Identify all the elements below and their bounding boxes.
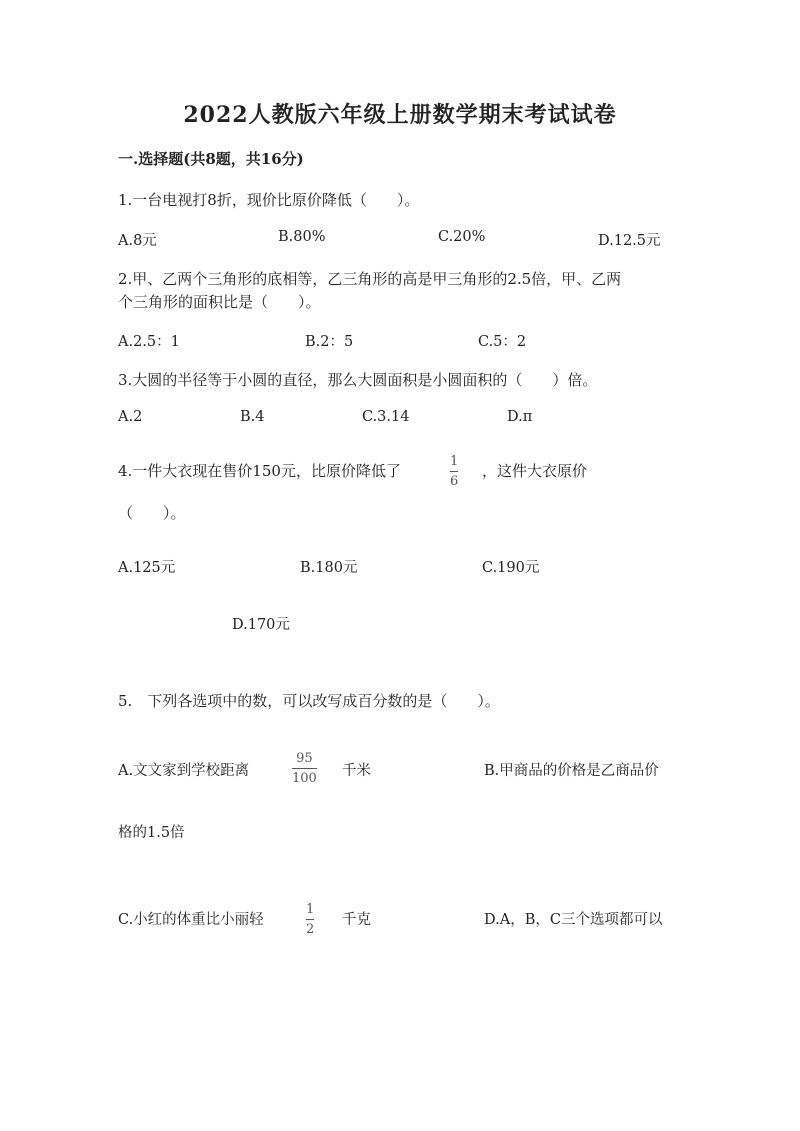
q5-option-c-text: C.小红的体重比小丽轻 (118, 912, 264, 928)
page-title: 2022人教版六年级上册数学期末考试试卷 (183, 102, 617, 128)
q3-option-b: B.4 (240, 409, 265, 425)
question-4-text-after: ，这件大衣原价 (482, 462, 588, 480)
q5-option-d: D.A，B，C三个选项都可以 (484, 912, 663, 928)
q3-option-d: D.π (507, 409, 533, 425)
q4-fraction (450, 455, 458, 488)
q1-option-d: D.12.5元 (598, 233, 661, 249)
q5-a-fraction-denominator: 100 (292, 771, 317, 786)
q5-option-a-fraction (292, 752, 317, 785)
q1-option-a: A.8元 (118, 233, 157, 249)
question-2-line-2: 个三角形的面积比是（ ）。 (118, 293, 321, 311)
fraction-bar (292, 768, 317, 769)
q4-fraction-numerator: 1 (450, 454, 459, 469)
q5-option-c-unit: 千克 (342, 912, 371, 928)
q2-option-c: C.5：2 (478, 334, 527, 350)
section-heading: 一.选择题(共8题，共16分) (118, 150, 304, 168)
q5-option-a-unit: 千米 (342, 763, 371, 779)
q2-option-a: A.2.5：1 (118, 334, 180, 350)
question-2-line-1: 2.甲、乙两个三角形的底相等，乙三角形的高是甲三角形的2.5倍，甲、乙两 (118, 270, 622, 288)
q5-option-a-text: A.文文家到学校距离 (118, 763, 250, 779)
q1-option-c: C.20% (438, 229, 486, 245)
q5-c-fraction-denominator: 2 (306, 922, 315, 937)
q2-option-b: B.2：5 (305, 334, 354, 350)
q1-option-b: B.80% (278, 229, 326, 245)
q4-option-a: A.125元 (118, 560, 176, 576)
fraction-bar (306, 919, 314, 920)
q4-fraction-denominator: 6 (450, 474, 459, 489)
q5-option-b-line-1: B.甲商品的价格是乙商品价 (484, 763, 659, 779)
q5-a-fraction-numerator: 95 (296, 751, 313, 766)
q3-option-a: A.2 (118, 409, 143, 425)
q5-c-fraction-numerator: 1 (306, 902, 315, 917)
q4-option-c: C.190元 (482, 560, 540, 576)
q5-option-b-line-2: 格的1.5倍 (118, 825, 185, 841)
q4-option-b: B.180元 (300, 560, 358, 576)
question-3: 3.大圆的半径等于小圆的直径，那么大圆面积是小圆面积的（ ）倍。 (118, 371, 598, 389)
question-1: 1.一台电视打8折，现价比原价降低（ ）。 (118, 191, 420, 209)
q5-option-c-fraction (306, 903, 314, 936)
q3-option-c: C.3.14 (362, 409, 410, 425)
question-4-text: 4.一件大衣现在售价150元，比原价降低了 (118, 462, 401, 480)
question-5: 5. 下列各选项中的数，可以改写成百分数的是（ ）。 (118, 692, 500, 710)
fraction-bar (450, 471, 458, 472)
q4-option-d: D.170元 (232, 617, 290, 633)
question-4-line-2: （ ）。 (118, 504, 186, 522)
